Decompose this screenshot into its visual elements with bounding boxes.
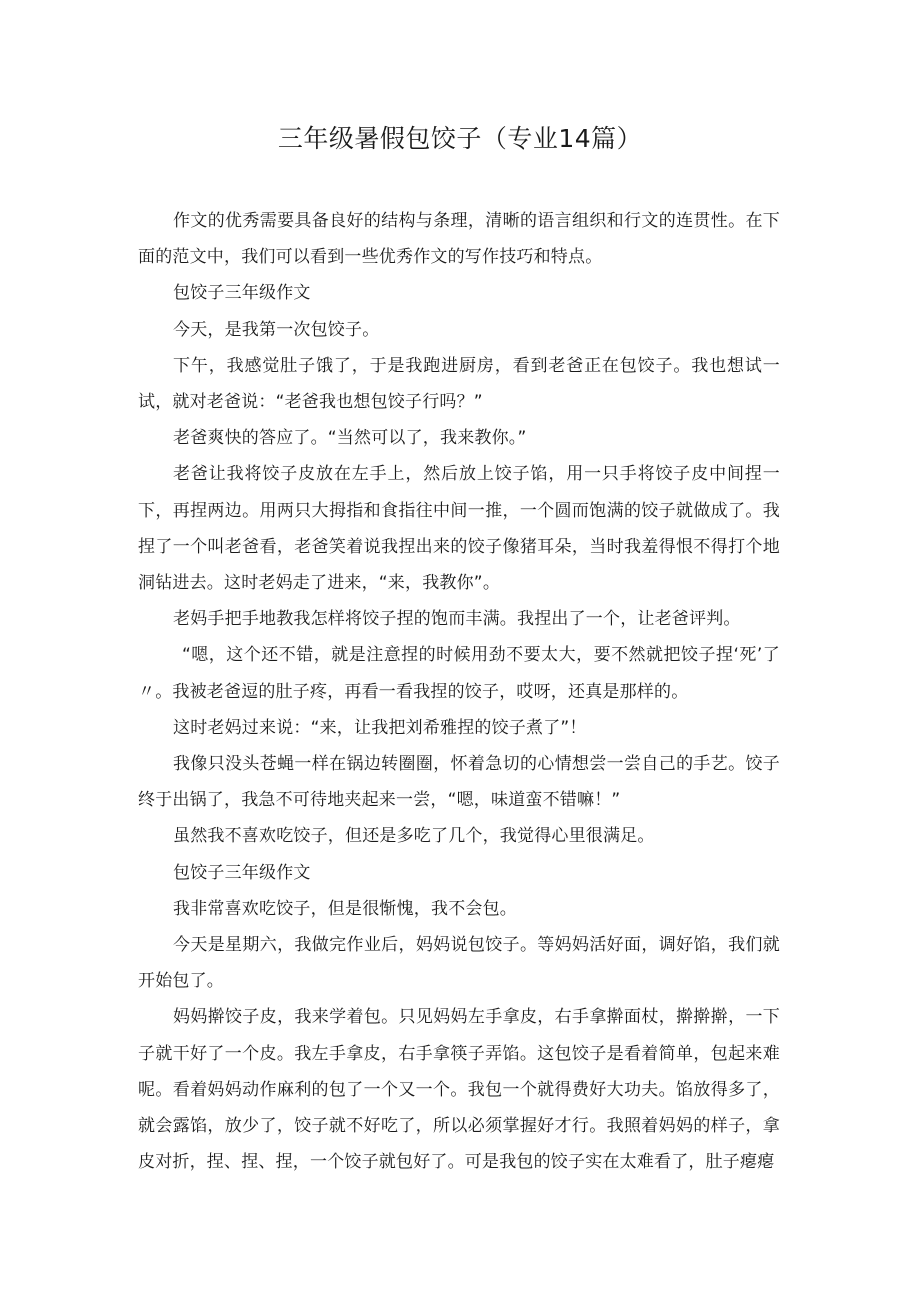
intro-paragraph: 作文的优秀需要具备良好的结构与条理，清晰的语言组织和行文的连贯性。在下面的范文中，我们可以看到一些优秀作文的写作技巧和特点。 xyxy=(138,211,780,268)
body-paragraph: 老爸爽快的答应了。“当然可以了，我来教你。” xyxy=(173,428,527,449)
body-paragraph: “嗯，这个还不错，就是注意捏的时候用劲不要太大，要不然就把饺子捏‘死’了〃。我被老爸逗的肚子疼，再看一看我捏的饺子，哎呀，还真是那样的。 xyxy=(138,645,780,702)
body-paragraph: 今天是星期六，我做完作业后，妈妈说包饺子。等妈妈活好面，调好馅，我们就开始包了。 xyxy=(138,935,780,992)
body-paragraph: 这时老妈过来说：“来，让我把刘希雅捏的饺子煮了”！ xyxy=(173,717,587,738)
body-paragraph: 我像只没头苍蝇一样在锅边转圈圈，怀着急切的心情想尝一尝自己的手艺。饺子终于出锅了，我急不可待地夹起来一尝，“嗯，味道蛮不错嘛！” xyxy=(138,754,780,811)
body-paragraph: 今天，是我第一次包饺子。 xyxy=(173,319,380,340)
essay-heading: 包饺子三年级作文 xyxy=(173,862,311,883)
body-paragraph: 下午，我感觉肚子饿了，于是我跑进厨房，看到老爸正在包饺子。我也想试一试，就对老爸说：“老爸我也想包饺子行吗？” xyxy=(138,355,780,413)
body-paragraph: 老爸让我将饺子皮放在左手上，然后放上饺子馅，用一只手将饺子皮中间捏一下，再捏两边。用两只大拇指和食指往中间一推，一个圆而饱满的饺子就做成了。我捏了一个叫老爸看，老爸笑着说我捏出来的饺子像猪耳朵，当时我羞得恨不得打个地洞钻进去。这时老妈走了进来，“来，我教你”。 xyxy=(138,464,780,594)
document-title: 三年级暑假包饺子（专业14篇） xyxy=(277,124,643,153)
document-body xyxy=(138,203,780,1180)
body-paragraph: 我非常喜欢吃饺子，但是很惭愧，我不会包。 xyxy=(173,898,517,919)
body-paragraph: 老妈手把手地教我怎样将饺子捏的饱而丰满。我捏出了一个，让老爸评判。 xyxy=(173,609,741,630)
body-paragraph: 妈妈擀饺子皮，我来学着包。只见妈妈左手拿皮，右手拿擀面杖，擀擀擀，一下子就干好了一个皮。我左手拿皮，右手拿筷子弄馅。这包饺子是看着简单，包起来难呢。看着妈妈动作麻利的包了一个又一个。我包一个就得费好大功夫。馅放得多了，就会露馅，放少了，饺子就不好吃了，所以必须掌握好才行。我照着妈妈的样子，拿皮对折，捏、捏、捏，一个饺子就包好了。可是我包的饺子实在太难看了，肚子瘪瘪 xyxy=(138,1007,780,1173)
essay-heading: 包饺子三年级作文 xyxy=(173,283,311,304)
body-paragraph: 虽然我不喜欢吃饺子，但还是多吃了几个，我觉得心里很满足。 xyxy=(173,826,655,847)
